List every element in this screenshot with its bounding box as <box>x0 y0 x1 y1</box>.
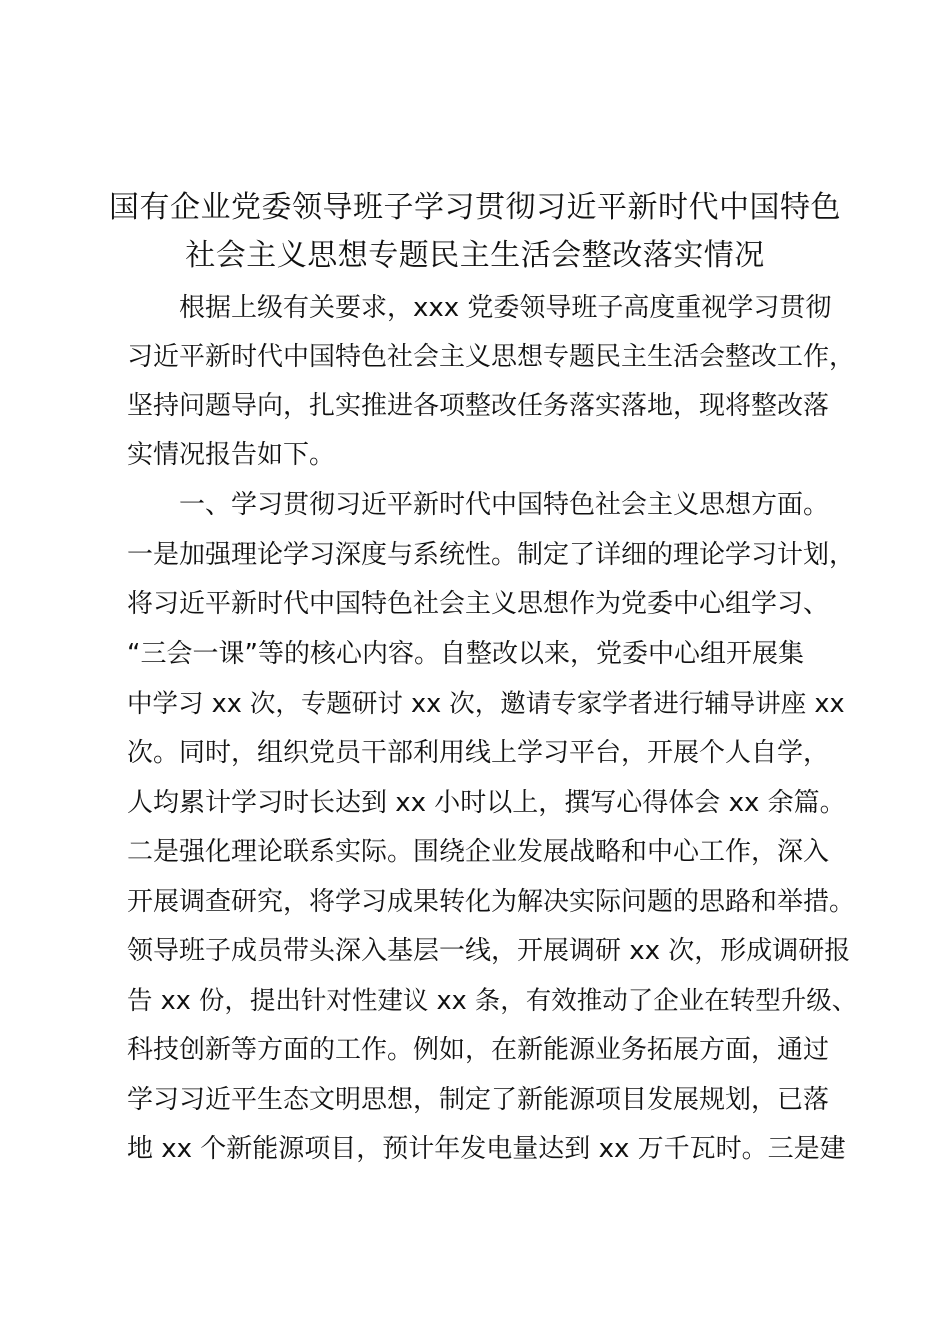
paragraph-2-line-9: 领导班子成员带头深入基层一线，开展调研 xx 次，形成调研报 <box>127 936 851 966</box>
paragraph-2-line-13: 地 xx 个新能源项目，预计年发电量达到 xx 万千瓦时。三是建 <box>127 1134 846 1164</box>
paragraph-2-line-2: 将习近平新时代中国特色社会主义思想作为党委中心组学习、 <box>127 589 830 619</box>
paragraph-2-line-3: “三会一课”等的核心内容。自整改以来，党委中心组开展集 <box>127 639 804 669</box>
paragraph-2-line-10: 告 xx 份，提出针对性建议 xx 条，有效推动了企业在转型升级、 <box>127 986 858 1016</box>
paragraph-2-line-4: 中学习 xx 次，专题研讨 xx 次，邀请专家学者进行辅导讲座 xx <box>127 689 845 719</box>
section-heading: 一、学习贯彻习近平新时代中国特色社会主义思想方面。 <box>179 490 830 520</box>
paragraph-2-line-1: 一是加强理论学习深度与系统性。制定了详细的理论学习计划， <box>127 540 856 570</box>
paragraph-2-line-5: 次。同时，组织党员干部利用线上学习平台，开展个人自学， <box>127 738 830 768</box>
paragraph-2-line-11: 科技创新等方面的工作。例如，在新能源业务拓展方面，通过 <box>127 1035 830 1065</box>
paragraph-2-line-6: 人均累计学习时长达到 xx 小时以上，撰写心得体会 xx 余篇。 <box>127 788 846 818</box>
paragraph-2-line-8: 开展调查研究，将学习成果转化为解决实际问题的思路和举措。 <box>127 887 856 917</box>
paragraph-2-line-12: 学习习近平生态文明思想，制定了新能源项目发展规划，已落 <box>127 1085 830 1115</box>
paragraph-1-line-3: 坚持问题导向，扎实推进各项整改任务落实落地，现将整改落 <box>127 391 830 421</box>
paragraph-1-line-1: 根据上级有关要求，xxx 党委领导班子高度重视学习贯彻 <box>179 293 832 323</box>
document-title-line-1: 国有企业党委领导班子学习贯彻习近平新时代中国特色 <box>109 190 841 225</box>
paragraph-1-line-4: 实情况报告如下。 <box>127 440 336 470</box>
paragraph-2-line-7: 二是强化理论联系实际。围绕企业发展战略和中心工作，深入 <box>127 837 830 867</box>
paragraph-1-line-2: 习近平新时代中国特色社会主义思想专题民主生活会整改工作， <box>127 342 856 372</box>
document-title-line-2: 社会主义思想专题民主生活会整改落实情况 <box>185 238 765 273</box>
